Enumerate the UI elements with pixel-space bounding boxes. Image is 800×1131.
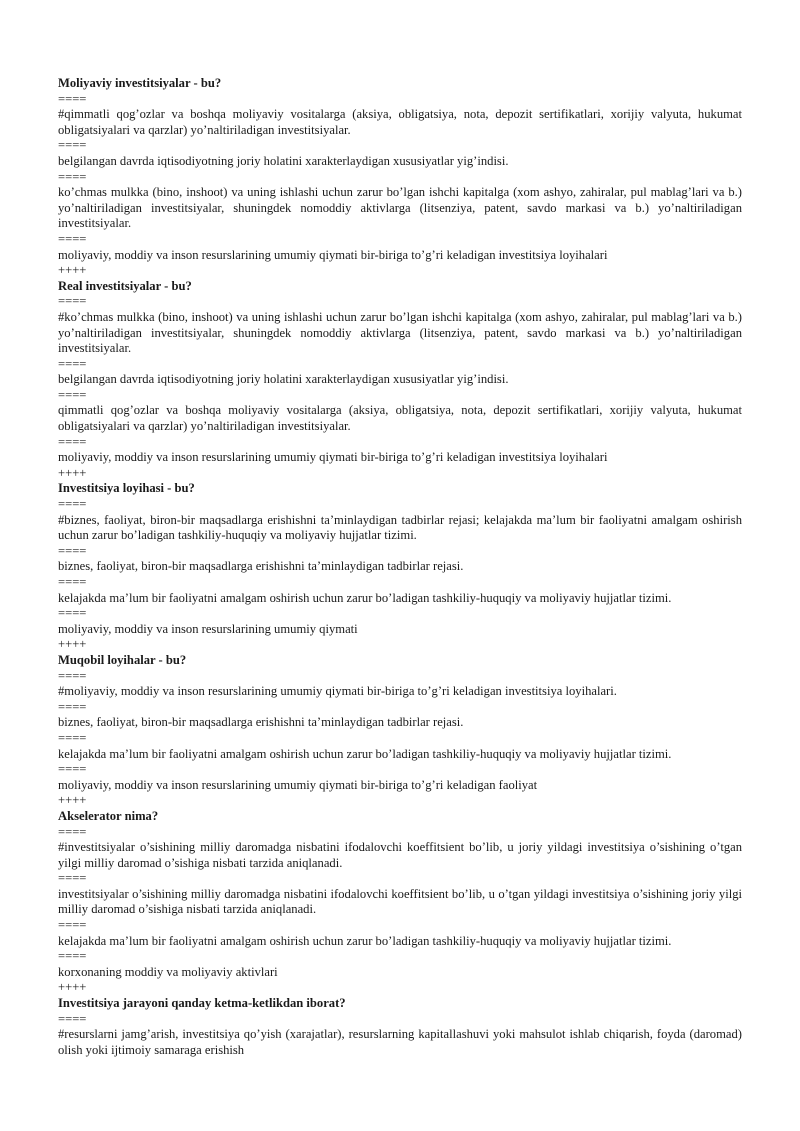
answer-option: korxonaning moddiy va moliyaviy aktivlari <box>58 964 278 979</box>
question-separator: ++++ <box>58 637 87 652</box>
question-title: Investitsiya jarayoni qanday ketma-ketlikdan iborat? <box>58 996 346 1011</box>
answer-option: moliyaviy, moddiy va inson resurslarining umumiy qiymati bir-biriga to’g’ri keladigan investitsiya loyihalari <box>58 450 608 465</box>
answer-separator: ==== <box>58 387 87 402</box>
answer-separator: ==== <box>58 762 87 777</box>
answer-separator: ==== <box>58 169 87 184</box>
correct-answer: #ko’chmas mulkka (bino, inshoot) va uning ishlashi uchun zarur bo’lgan ishchi kapitalga (xom ashyo, zahiralar, pul mablag’lari va b.) yo’naltiriladigan investitsiyalar, shuningdek nomoddiy aktivlarga (litsenziya, patent, savdo markasi va b.) yo’naltiriladigan investitsiyalar. <box>58 309 742 356</box>
answer-option: moliyaviy, moddiy va inson resurslarining umumiy qiymati bir-biriga to’g’ri keladigan investitsiya loyihalari <box>58 247 608 262</box>
answer-option: biznes, faoliyat, biron-bir maqsadlarga erishishni ta’minlaydigan tadbirlar rejasi. <box>58 559 464 574</box>
answer-separator: ==== <box>58 918 87 933</box>
answer-separator: ==== <box>58 497 87 512</box>
answer-separator: ==== <box>58 356 87 371</box>
answer-option: investitsiyalar o’sishining milliy daromadga nisbatini ifodalovchi koeffitsient bo’lib, u o’tgan yildagi investitsiya o’sishining joriy yilgi milliy daromad o’sishiga nisbati tarzida aniqlanadi. <box>58 886 742 917</box>
question-title: Investitsiya loyihasi - bu? <box>58 481 195 496</box>
correct-answer: #investitsiyalar o’sishining milliy daromadga nisbatini ifodalovchi koeffitsient bo’lib, u joriy yildagi investitsiya o’sishining o’tgan yilgi milliy daromad o’sishiga nisbati tarzida aniqlanadi. <box>58 840 742 870</box>
answer-option: belgilangan davrda iqtisodiyotning joriy holatini xarakterlaydigan xususiyatlar yig’indisi. <box>58 153 509 168</box>
correct-answer: #resurslarni jamg’arish, investitsiya qo’yish (xarajatlar), resurslarning kapitallashuvi yoki mahsulot ishlab chiqarish, foyda (daromad) olish yoki ijtimoiy samaraga erishish <box>58 1027 742 1057</box>
answer-separator: ==== <box>58 1011 87 1026</box>
correct-answer: #biznes, faoliyat, biron-bir maqsadlarga erishishni ta’minlaydigan tadbirlar rejasi; kelajakda ma’lum bir faoliyatni amalgam oshirish uchun zarur bo’ladigan tashkiliy-huquqiy va moliyaviy hujjatlar tizimi. <box>58 512 742 543</box>
answer-option: ko’chmas mulkka (bino, inshoot) va uning ishlashi uchun zarur bo’lgan ishchi kapitalga (xom ashyo, zahiralar, pul mablag’lari va b.) yo’naltiriladigan investitsiyalar, shuningdek nomoddiy aktivlarga (litsenziya, patent, savdo markasi va b.) yo’naltiriladigan investitsiyalar. <box>58 185 742 231</box>
document-page <box>58 76 742 1058</box>
answer-separator: ==== <box>58 730 87 745</box>
answer-option: belgilangan davrda iqtisodiyotning joriy holatini xarakterlaydigan xususiyatlar yig’indisi. <box>58 372 509 387</box>
question-title: Muqobil loyihalar - bu? <box>58 652 187 667</box>
answer-option: kelajakda ma’lum bir faoliyatni amalgam oshirish uchun zarur bo’ladigan tashkiliy-huquqiy va moliyaviy hujjatlar tizimi. <box>58 746 672 761</box>
answer-separator: ==== <box>58 949 87 964</box>
question-separator: ++++ <box>58 465 87 480</box>
answer-separator: ==== <box>58 575 87 589</box>
answer-option: moliyaviy, moddiy va inson resurslarining umumiy qiymati bir-biriga to’g’ri keladigan faoliyat <box>58 777 538 792</box>
question-separator: ++++ <box>58 263 87 278</box>
answer-option: kelajakda ma’lum bir faoliyatni amalgam oshirish uchun zarur bo’ladigan tashkiliy-huquqiy va moliyaviy hujjatlar tizimi. <box>58 590 672 605</box>
question-title: Moliyaviy investitsiyalar - bu? <box>58 76 222 90</box>
question-separator: ++++ <box>58 793 87 808</box>
answer-separator: ==== <box>58 91 87 106</box>
answer-option: qimmatli qog’ozlar va boshqa moliyaviy vositalarga (aksiya, obligatsiya, nota, depozit sertifikatlari, xorijiy valyuta, hukumat obligatsiyalari va qarzlar) yo’naltiriladigan investitsiyalar. <box>58 403 742 434</box>
answer-separator: ==== <box>58 824 87 839</box>
answer-separator: ==== <box>58 294 87 309</box>
answer-separator: ==== <box>58 606 87 621</box>
question-title: Akselerator nima? <box>58 808 159 823</box>
answer-option: biznes, faoliyat, biron-bir maqsadlarga erishishni ta’minlaydigan tadbirlar rejasi. <box>58 715 464 730</box>
question-title: Real investitsiyalar - bu? <box>58 278 192 293</box>
answer-separator: ==== <box>58 668 87 683</box>
correct-answer: #qimmatli qog’ozlar va boshqa moliyaviy vositalarga (aksiya, obligatsiya, nota, depozit sertifikatlari, xorijiy valyuta, hukumat obligatsiyalari va qarzlar) yo’naltiriladigan investitsiyalar. <box>58 107 742 137</box>
answer-separator: ==== <box>58 699 87 714</box>
answer-option: moliyaviy, moddiy va inson resurslarining umumiy qiymati <box>58 621 358 636</box>
answer-separator: ==== <box>58 231 87 246</box>
correct-answer: #moliyaviy, moddiy va inson resurslarining umumiy qiymati bir-biriga to’g’ri keladigan investitsiya loyihalari. <box>58 684 617 699</box>
answer-separator: ==== <box>58 543 87 558</box>
question-separator: ++++ <box>58 980 87 995</box>
answer-separator: ==== <box>58 138 87 153</box>
answer-separator: ==== <box>58 434 87 449</box>
answer-option: kelajakda ma’lum bir faoliyatni amalgam oshirish uchun zarur bo’ladigan tashkiliy-huquqiy va moliyaviy hujjatlar tizimi. <box>58 933 672 948</box>
answer-separator: ==== <box>58 871 87 886</box>
